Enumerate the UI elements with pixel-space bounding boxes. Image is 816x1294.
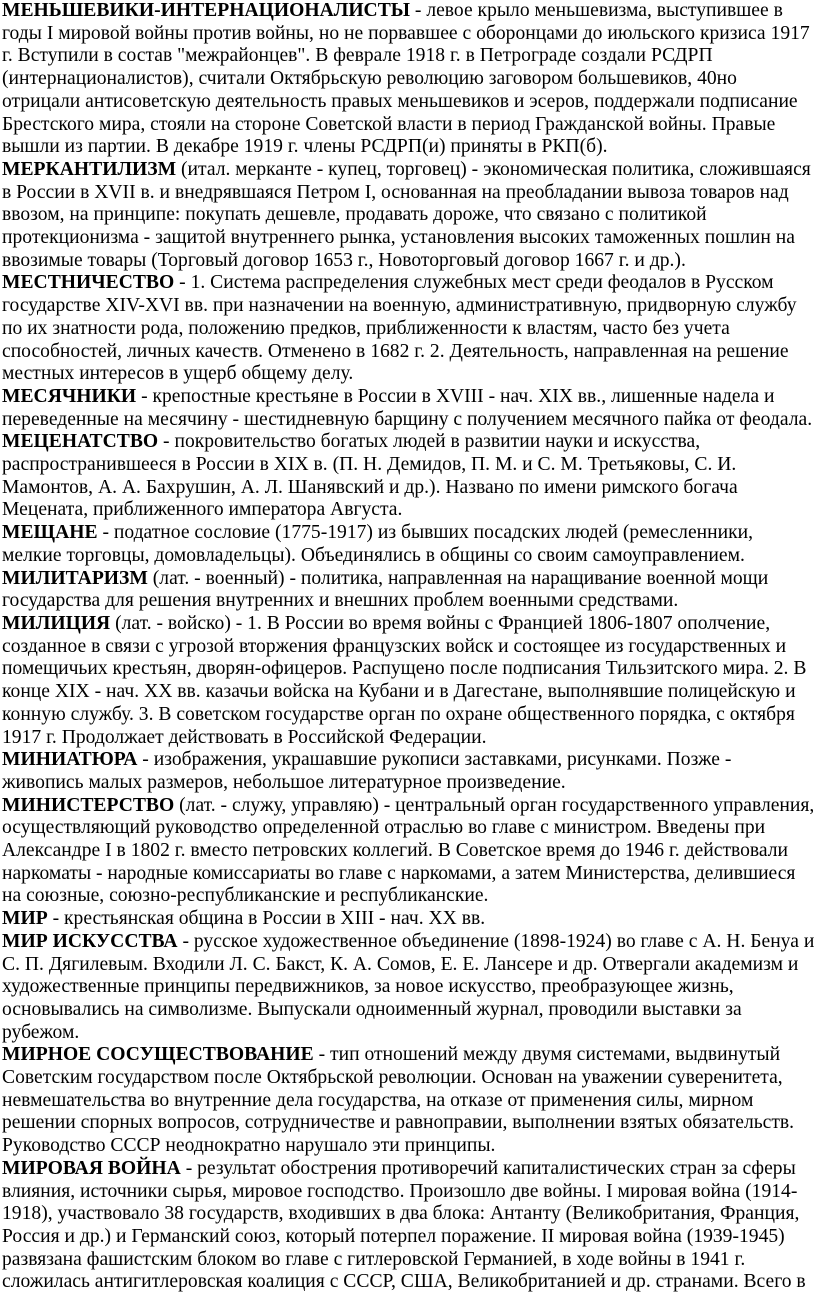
glossary-entry-mensheviki-internatsionalisty	[2, 0, 816, 159]
glossary-entry-militarizm	[2, 568, 816, 613]
entry-definition: - податное сословие (1775-1917) из бывших посадских людей (ремесленники, мелкие торговцы, домовладельцы). Объединялись в общины со своим самоуправлением.	[2, 522, 754, 566]
entry-definition: - покровительство богатых людей в развитии науки и искусства, распространившееся в России в XIX в. (П. Н. Демидов, П. М. и С. М. Третьяковы, С. И. Мамонтов, А. А. Бахрушин, А. Л. Шанявский и др.). Названо по имени римского богача Мецената, приближенного императора Августа.	[2, 431, 738, 521]
entry-definition: (лат. - служу, управляю) - центральный орган государственного управления, осуществляющий руководство определенной отраслью во главе с министром. Введены при Александре I в 1802 г. вместо петровских коллегий. В Советское время до 1946 г. действовали наркоматы - народные комиссариаты во главе с наркомами, а затем Министерства, делившиеся на союзные, союзно-республиканские и республиканские.	[2, 794, 815, 907]
entry-term: МИРОВАЯ ВОЙНА	[2, 1157, 181, 1179]
glossary-entry-mir-iskusstva	[2, 931, 816, 1045]
entry-term: МЕРКАНТИЛИЗМ	[2, 158, 177, 180]
entry-term: МЕСЯЧНИКИ	[2, 385, 137, 407]
entry-definition: - 1. Система распределения служебных мест среди феодалов в Русском государстве XIV-XVI вв. при назначении на военную, административную, придворную службу по их знатности рода, положению предков, приближенности к властям, часто без учета способностей, личных качеств. Отменено в 1682 г. 2. Деятельность, направленная на решение местных интересов в ущерб общему делу.	[2, 272, 797, 385]
entry-term: МИР	[2, 908, 48, 930]
entry-definition: - левое крыло меньшевизма, выступившее в годы I мировой войны против войны, но не порвавшее с оборонцами до июльского кризиса 1917 г. Вступили в состав "межрайонцев". В феврале 1918 г. в Петрограде создали РСДРП (интернационалистов), считали Октябрьскую революцию заговором большевиков, 40но отрицали антисоветскую деятельность правых меньшевиков и эсеров, поддержали подписание Брестского мира, стояли на стороне Советской власти в период Гражданской войны. Правые вышли из партии. В декабре 1919 г. члены РСДРП(и) приняты в РКП(б).	[2, 0, 810, 158]
entry-definition: - крепостные крестьяне в России в XVIII - нач. XIX вв., лишенные надела и переведенные на месячину - шестидневную барщину с получением месячного пайка от феодала.	[2, 385, 813, 430]
entry-term: МИРНОЕ СОСУЩЕСТВОВАНИЕ	[2, 1044, 314, 1066]
glossary-entry-militsiya	[2, 613, 816, 749]
glossary-entry-mirnoe-sosushchestvovanie	[2, 1044, 816, 1158]
entry-definition: (итал. мерканте - купец, торговец) - экономическая политика, сложившаяся в России в XVII в. и внедрявшаяся Петром I, основанная на преобладании вывоза товаров над ввозом, на принципе: покупать дешевле, продавать дороже, что связано с политикой протекционизма - защитой внутреннего рынка, установления высоких таможенных пошлин на ввозимые товары (Торговый договор 1653 г., Новоторговый договор 1667 г. и др.).	[2, 158, 811, 271]
entry-definition: - русское художественное объединение (1898-1924) во главе с А. Н. Бенуа и С. П. Дягилевым. Входили Л. С. Бакст, К. А. Сомов, Е. Е. Лансере и др. Отвергали академизм и художественные принципы передвижников, за новое искусство, преобразующее жизнь, основывались на символизме. Выпускали одноименный журнал, проводили выставки за рубежом.	[2, 930, 815, 1043]
glossary-entry-meshchane	[2, 522, 816, 567]
entry-term: МИНИАТЮРА	[2, 749, 138, 771]
entry-term: МЕЦЕНАТСТВО	[2, 431, 159, 453]
glossary-entry-ministerstvo	[2, 795, 816, 909]
glossary-entry-mirovaya-voyna	[2, 1158, 816, 1294]
entry-term: МИНИСТЕРСТВО	[2, 794, 175, 816]
entry-term: МЕСТНИЧЕСТВО	[2, 272, 175, 294]
entry-definition: - крестьянская община в России в XIII - нач. XX вв.	[47, 908, 486, 930]
entry-term: МИЛИЦИЯ	[2, 612, 111, 634]
glossary-entry-mestnichestvo	[2, 272, 816, 386]
glossary-entry-mesyachniki	[2, 386, 816, 431]
entry-term: МЕНЬШЕВИКИ-ИНТЕРНАЦИОНАЛИСТЫ	[2, 0, 411, 21]
entry-definition: - тип отношений между двумя системами, выдвинутый Советским государством после Октябрьской революции. Основан на уважении суверенитета, невмешательства во внутренние дела государства, на отказе от применения силы, мирном решении спорных вопросов, сотрудничестве и равноправии, выполнении взятых обязательств. Руководство СССР неоднократно нарушало эти принципы.	[2, 1044, 795, 1157]
entry-definition: (лат. - войско) - 1. В России во время войны с Францией 1806-1807 ополчение, созданное в связи с угрозой вторжения французских войск и состоящее из государственных и помещичьих крестьян, дворян-офицеров. Распущено после подписания Тильзитского мира. 2. В конце XIX - нач. XX вв. казачьи войска на Кубани и в Дагестане, выполнявшие полицейскую и конную службу. 3. В советском государстве орган по охране общественного порядка, с октября 1917 г. Продолжает действовать в Российской Федерации.	[2, 612, 807, 748]
glossary-entry-merkantilizm	[2, 159, 816, 273]
entry-term: МИР ИСКУССТВА	[2, 930, 178, 952]
glossary-entry-metsenatstvo	[2, 431, 816, 522]
glossary-entry-miniatyura	[2, 749, 816, 794]
entry-definition: (лат. - военный) - политика, направленная на наращивание военной мощи государства для решения внутренних и внешних проблем военными средствами.	[2, 567, 769, 612]
glossary-entry-mir	[2, 908, 816, 931]
entry-definition: - результат обострения противоречий капиталистических стран за сферы влияния, источники сырья, мировое господство. Произошло две войны. I мировая война (1914-1918), участвовало 38 государств, входивших в два блока: Антанту (Великобритания, Франция, Россия и др.) и Германский союз, который потерпел поражение. II мировая война (1939-1945) развязана фашистским блоком во главе с гитлеровской Германией, в ходе войны в 1941 г. сложилась антигитлеровская коалиция с СССР, США, Великобританией и др. странами. Всего в	[2, 1157, 806, 1293]
entry-term: МИЛИТАРИЗМ	[2, 567, 148, 589]
entry-definition: - изображения, украшавшие рукописи заставками, рисунками. Позже - живопись малых размеров, небольшое литературное произведение.	[2, 749, 732, 793]
entry-term: МЕЩАНЕ	[2, 522, 98, 544]
